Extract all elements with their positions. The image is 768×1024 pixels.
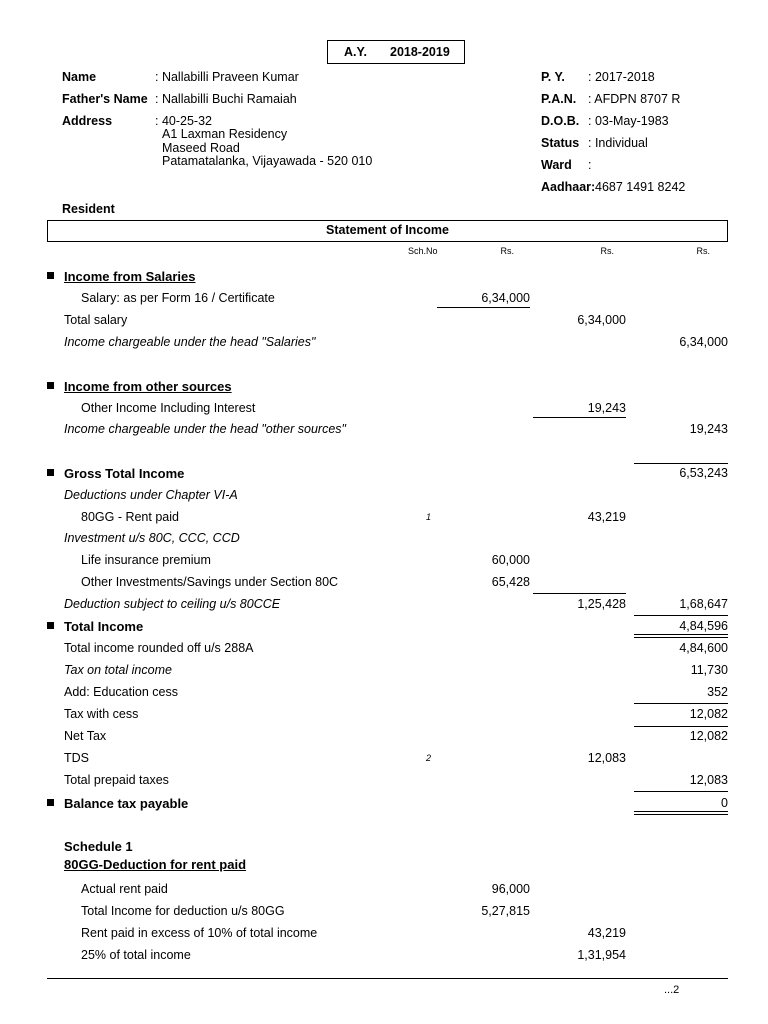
deduction-ceiling-amount-2: 1,68,647	[679, 597, 728, 611]
prepaid-taxes-amount: 12,083	[689, 773, 728, 787]
statement-title: Statement of Income	[326, 223, 449, 237]
section-bullet-icon	[47, 469, 54, 476]
tax-on-total-income-amount: 11,730	[690, 663, 728, 677]
page-continuation: ...2	[664, 984, 680, 996]
other-investments-amount: 65,428	[491, 575, 530, 589]
section-bullet-icon	[47, 382, 54, 389]
name-label: Name	[62, 70, 97, 84]
double-rule	[634, 637, 728, 638]
quarter-income-label: 25% of total income	[81, 948, 191, 962]
pan-value: : AFDPN 8707 R	[588, 92, 681, 106]
quarter-income-amount: 1,31,954	[577, 948, 626, 962]
balance-tax-amount: 0	[721, 796, 728, 810]
other-income-label: Other Income Including Interest	[81, 401, 256, 415]
dob-label: D.O.B.	[541, 114, 580, 128]
name-value: : Nallabilli Praveen Kumar	[155, 70, 299, 84]
rent-80gg-schedule-ref: 1	[426, 512, 432, 522]
salary-form16-amount: 6,34,000	[481, 291, 530, 305]
subtotal-rule	[634, 791, 728, 792]
tds-label: TDS	[64, 751, 89, 765]
investment-heading: Investment u/s 80C, CCC, CCD	[64, 531, 240, 545]
section-bullet-icon	[47, 799, 54, 806]
balance-tax-label: Balance tax payable	[64, 796, 189, 811]
subtotal-rule	[634, 703, 728, 704]
double-rule	[634, 814, 728, 815]
other-income-amount: 19,243	[587, 401, 626, 415]
net-tax-amount: 12,082	[689, 729, 728, 743]
gross-total-income-label: Gross Total Income	[64, 466, 185, 481]
life-insurance-amount: 60,000	[491, 553, 530, 567]
subtotal-rule	[634, 726, 728, 727]
father-name-label: Father's Name	[62, 92, 148, 106]
py-label: P. Y.	[541, 70, 565, 84]
deduction-ceiling-label: Deduction subject to ceiling u/s 80CCE	[64, 597, 281, 611]
double-rule	[634, 634, 728, 635]
subtotal-rule	[437, 307, 530, 308]
double-rule	[634, 811, 728, 812]
rent-80gg-label: 80GG - Rent paid	[81, 510, 179, 524]
life-insurance-label: Life insurance premium	[81, 553, 211, 567]
subtotal-rule	[533, 593, 626, 594]
tds-amount: 12,083	[587, 751, 626, 765]
residential-status: Resident	[62, 202, 115, 216]
section-bullet-icon	[47, 272, 54, 279]
section-bullet-icon	[47, 622, 54, 629]
actual-rent-label: Actual rent paid	[81, 882, 168, 896]
col-header-schno: Sch.No	[408, 246, 438, 256]
salary-form16-label: Salary: as per Form 16 / Certificate	[81, 291, 275, 305]
section-heading-salaries: Income from Salaries	[64, 269, 196, 284]
address-line-1: : 40-25-32	[155, 114, 212, 128]
subtotal-rule	[533, 417, 626, 418]
other-chargeable-amount: 19,243	[689, 422, 728, 436]
salaries-chargeable-amount: 6,34,000	[679, 335, 728, 349]
tds-schedule-ref: 2	[426, 753, 432, 763]
tax-with-cess-label: Tax with cess	[64, 707, 139, 721]
tax-with-cess-amount: 12,082	[689, 707, 728, 721]
schedule-subtitle: 80GG-Deduction for rent paid	[64, 857, 247, 872]
ay-label: A.Y.	[344, 45, 367, 59]
salaries-chargeable-label: Income chargeable under the head "Salaries"	[64, 335, 316, 349]
total-income-80gg-amount: 5,27,815	[481, 904, 530, 918]
col-header-rs-2: Rs.	[600, 246, 614, 256]
subtotal-rule	[634, 615, 728, 616]
status-value: : Individual	[588, 136, 648, 150]
status-label: Status	[541, 136, 580, 150]
ward-value: :	[588, 158, 592, 172]
father-name-value: : Nallabilli Buchi Ramaiah	[155, 92, 297, 106]
address-line-2: A1 Laxman Residency	[162, 127, 288, 141]
other-investments-label: Other Investments/Savings under Section 80C	[81, 575, 339, 589]
tax-on-total-income-label: Tax on total income	[64, 663, 172, 677]
total-salary-label: Total salary	[64, 313, 128, 327]
address-label: Address	[62, 114, 113, 128]
py-value: : 2017-2018	[588, 70, 655, 84]
deductions-heading: Deductions under Chapter VI-A	[64, 488, 238, 502]
col-header-rs-3: Rs.	[696, 246, 710, 256]
ay-value: 2018-2019	[390, 45, 450, 59]
rounded-income-label: Total income rounded off u/s 288A	[64, 641, 254, 655]
prepaid-taxes-label: Total prepaid taxes	[64, 773, 169, 787]
rent-80gg-amount: 43,219	[587, 510, 626, 524]
other-chargeable-label: Income chargeable under the head "other sources"	[64, 422, 346, 436]
net-tax-label: Net Tax	[64, 729, 107, 743]
actual-rent-amount: 96,000	[491, 882, 530, 896]
deduction-ceiling-amount-1: 1,25,428	[577, 597, 626, 611]
subtotal-rule	[634, 463, 728, 464]
total-income-80gg-label: Total Income for deduction u/s 80GG	[81, 904, 285, 918]
ward-label: Ward	[541, 158, 572, 172]
dob-value: : 03-May-1983	[588, 114, 669, 128]
rent-excess-label: Rent paid in excess of 10% of total income	[81, 926, 318, 940]
education-cess-amount: 352	[707, 685, 728, 699]
section-heading-other-sources: Income from other sources	[64, 379, 232, 394]
total-income-label: Total Income	[64, 619, 144, 634]
gross-total-income-amount: 6,53,243	[679, 466, 728, 480]
col-header-rs-1: Rs.	[500, 246, 514, 256]
education-cess-label: Add: Education cess	[64, 685, 178, 699]
total-income-amount: 4,84,596	[679, 619, 728, 633]
schedule-title: Schedule 1	[64, 839, 133, 854]
address-line-3: Maseed Road	[162, 141, 240, 155]
aadhaar-label: Aadhaar:	[541, 180, 596, 194]
footer-rule	[47, 978, 728, 979]
aadhaar-value: 4687 1491 8242	[595, 180, 686, 194]
rent-excess-amount: 43,219	[587, 926, 626, 940]
address-line-4: Patamatalanka, Vijayawada - 520 010	[162, 154, 373, 168]
rounded-income-amount: 4,84,600	[679, 641, 728, 655]
total-salary-amount: 6,34,000	[577, 313, 626, 327]
pan-label: P.A.N.	[541, 92, 577, 106]
